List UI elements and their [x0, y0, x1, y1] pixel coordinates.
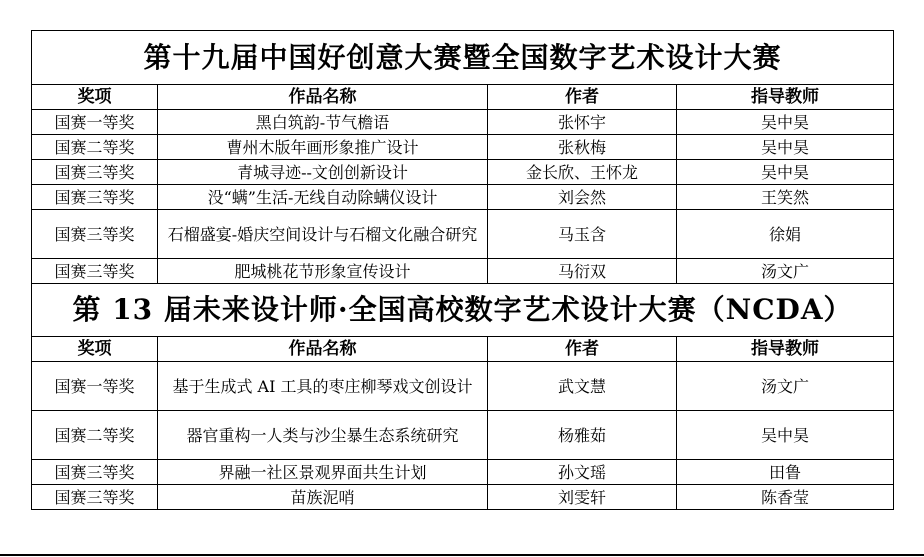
header-work-name: 作品名称: [158, 337, 488, 362]
header-award: 奖项: [32, 85, 158, 110]
table-header-row: [32, 85, 894, 110]
work-name-cell: 没“螨”生活-无线自动除螨仪设计: [158, 185, 488, 210]
award-cell: 国赛三等奖: [32, 185, 158, 210]
work-name-cell: 界融一社区景观界面共生计划: [158, 460, 488, 485]
work-name-cell: 苗族泥哨: [158, 485, 488, 510]
header-work-name: 作品名称: [158, 85, 488, 110]
advisor-cell: 吴中昊: [677, 135, 894, 160]
author-cell: 金长欣、王怀龙: [488, 160, 677, 185]
header-award: 奖项: [32, 337, 158, 362]
award-cell: 国赛三等奖: [32, 160, 158, 185]
section-title-row: [32, 31, 894, 85]
header-author: 作者: [488, 337, 677, 362]
table-row: [32, 362, 894, 411]
work-name-cell: 基于生成式 AI 工具的枣庄柳琴戏文创设计: [158, 362, 488, 411]
work-name-cell: 石榴盛宴-婚庆空间设计与石榴文化融合研究: [158, 210, 488, 259]
advisor-cell: 汤文广: [677, 362, 894, 411]
table-row: [32, 135, 894, 160]
table-row: [32, 411, 894, 460]
author-cell: 刘会然: [488, 185, 677, 210]
table-row: [32, 460, 894, 485]
award-cell: 国赛三等奖: [32, 259, 158, 284]
award-cell: 国赛三等奖: [32, 460, 158, 485]
section-title-row: [32, 284, 894, 337]
table-row: [32, 160, 894, 185]
author-cell: 杨雅茹: [488, 411, 677, 460]
award-cell: 国赛三等奖: [32, 485, 158, 510]
table-header-row: [32, 337, 894, 362]
work-name-cell: 曹州木版年画形象推广设计: [158, 135, 488, 160]
work-name-cell: 黑白筑韵-节气檐语: [158, 110, 488, 135]
advisor-cell: 田鲁: [677, 460, 894, 485]
advisor-cell: 王笑然: [677, 185, 894, 210]
award-cell: 国赛三等奖: [32, 210, 158, 259]
advisor-cell: 徐娟: [677, 210, 894, 259]
author-cell: 武文慧: [488, 362, 677, 411]
page-bottom-rule: [0, 554, 924, 556]
advisor-cell: 吴中昊: [677, 110, 894, 135]
advisor-cell: 汤文广: [677, 259, 894, 284]
author-cell: 马玉含: [488, 210, 677, 259]
award-cell: 国赛二等奖: [32, 135, 158, 160]
table-row: [32, 110, 894, 135]
section-title: 第 13 届未来设计师·全国高校数字艺术设计大赛（NCDA）: [32, 284, 894, 337]
author-cell: 张怀宇: [488, 110, 677, 135]
table-row: [32, 259, 894, 284]
advisor-cell: 吴中昊: [677, 411, 894, 460]
award-cell: 国赛一等奖: [32, 362, 158, 411]
table-row: [32, 485, 894, 510]
author-cell: 刘雯轩: [488, 485, 677, 510]
awards-document: [31, 30, 893, 510]
award-cell: 国赛二等奖: [32, 411, 158, 460]
section-title: 第十九届中国好创意大赛暨全国数字艺术设计大赛: [32, 31, 894, 85]
header-advisor: 指导教师: [677, 337, 894, 362]
table-row: [32, 210, 894, 259]
awards-table: [31, 30, 894, 510]
header-advisor: 指导教师: [677, 85, 894, 110]
author-cell: 张秋梅: [488, 135, 677, 160]
advisor-cell: 陈香莹: [677, 485, 894, 510]
advisor-cell: 吴中昊: [677, 160, 894, 185]
author-cell: 孙文瑶: [488, 460, 677, 485]
table-row: [32, 185, 894, 210]
work-name-cell: 器官重构一人类与沙尘暴生态系统研究: [158, 411, 488, 460]
author-cell: 马衍双: [488, 259, 677, 284]
award-cell: 国赛一等奖: [32, 110, 158, 135]
work-name-cell: 青城寻迹--文创创新设计: [158, 160, 488, 185]
work-name-cell: 肥城桃花节形象宣传设计: [158, 259, 488, 284]
header-author: 作者: [488, 85, 677, 110]
